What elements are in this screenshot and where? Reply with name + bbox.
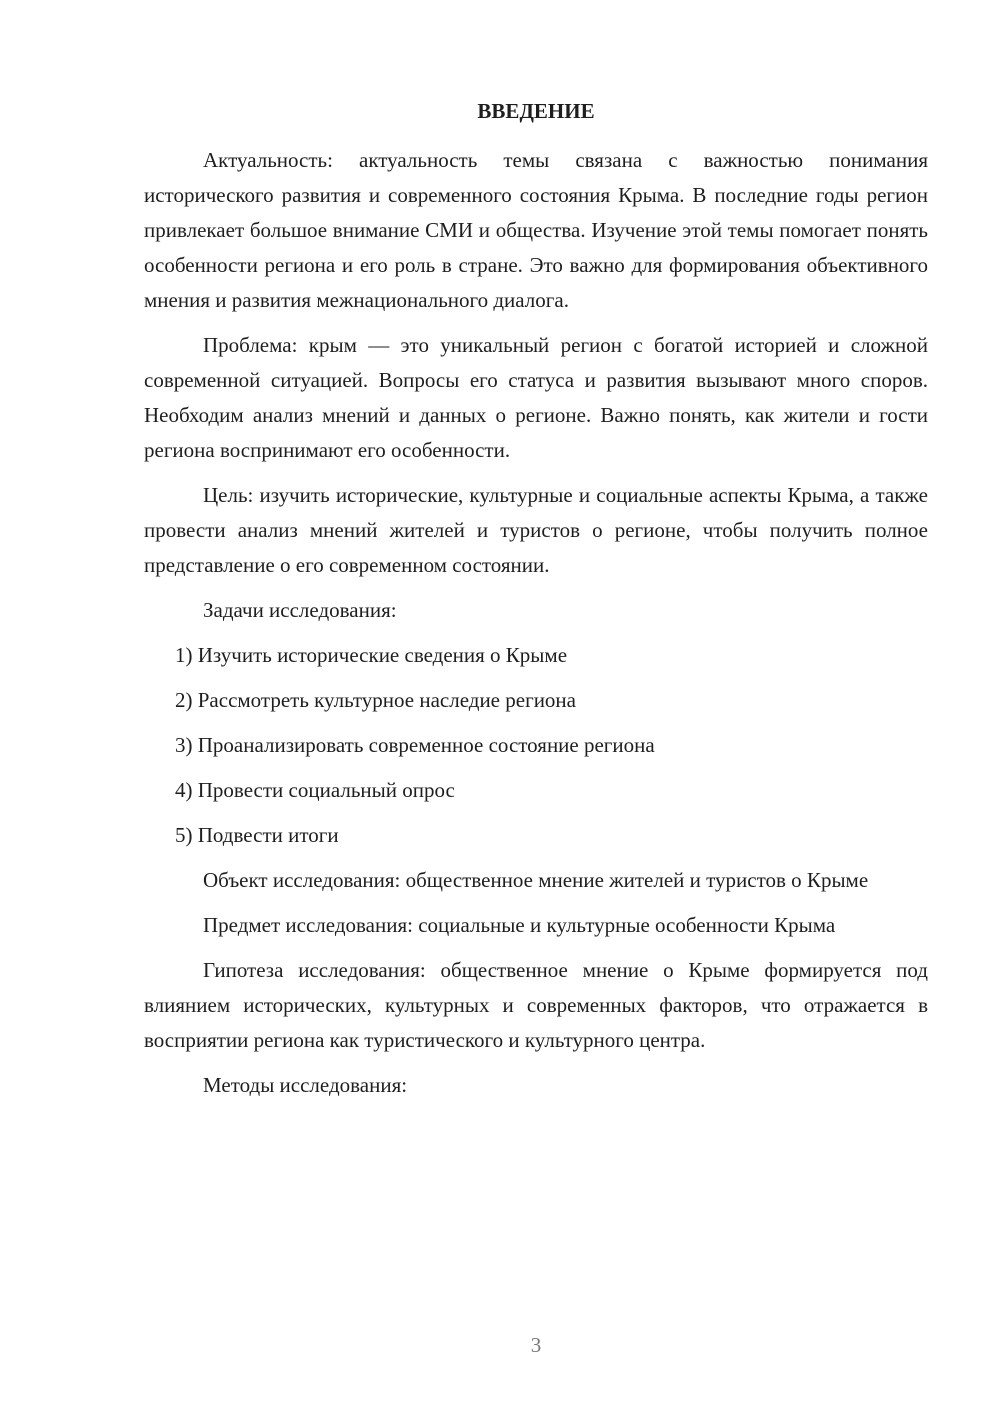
list-item: 4) Провести социальный опрос bbox=[175, 778, 455, 802]
paragraph-relevance: Актуальность: актуальность темы связана с важностью понимания исторического развития и современного состояния Крыма. В последние годы регион привлекает большое внимание СМИ и общества. Изучение этой темы помогает понять особенности региона и его роль в стране. Это важно для формирования объективного мнения и развития межнационального диалога. bbox=[144, 148, 928, 312]
paragraph-goal: Цель: изучить исторические, культурные и социальные аспекты Крыма, а также провести анализ мнений жителей и туристов о регионе, чтобы получить полное представление о его современном состоянии. bbox=[144, 483, 928, 577]
list-item: 3) Проанализировать современное состояние региона bbox=[175, 733, 655, 757]
paragraph-hypothesis: Гипотеза исследования: общественное мнение о Крыме формируется под влиянием исторических, культурных и современных факторов, что отражается в восприятии региона как туристического и культурного центра. bbox=[144, 958, 928, 1052]
list-item: 1) Изучить исторические сведения о Крыме bbox=[175, 643, 568, 667]
tasks-heading: Задачи исследования: bbox=[203, 598, 397, 622]
list-item: 5) Подвести итоги bbox=[175, 823, 339, 847]
methods-heading: Методы исследования: bbox=[203, 1073, 408, 1097]
paragraph-object: Объект исследования: общественное мнение жителей и туристов о Крыме bbox=[203, 868, 869, 892]
paragraph-subject: Предмет исследования: социальные и культурные особенности Крыма bbox=[203, 913, 836, 937]
page-number: 3 bbox=[530, 1333, 542, 1357]
page-title: ВВЕДЕНИЕ bbox=[477, 99, 595, 123]
document-body bbox=[144, 143, 928, 1113]
tasks-list bbox=[144, 638, 928, 853]
paragraph-problem: Проблема: крым — это уникальный регион с богатой историей и сложной современной ситуацией. Вопросы его статуса и развития вызывают много споров. Необходим анализ мнений и данных о регионе. Важно понять, как жители и гости региона воспринимают его особенности. bbox=[144, 333, 928, 462]
list-item: 2) Рассмотреть культурное наследие региона bbox=[175, 688, 576, 712]
